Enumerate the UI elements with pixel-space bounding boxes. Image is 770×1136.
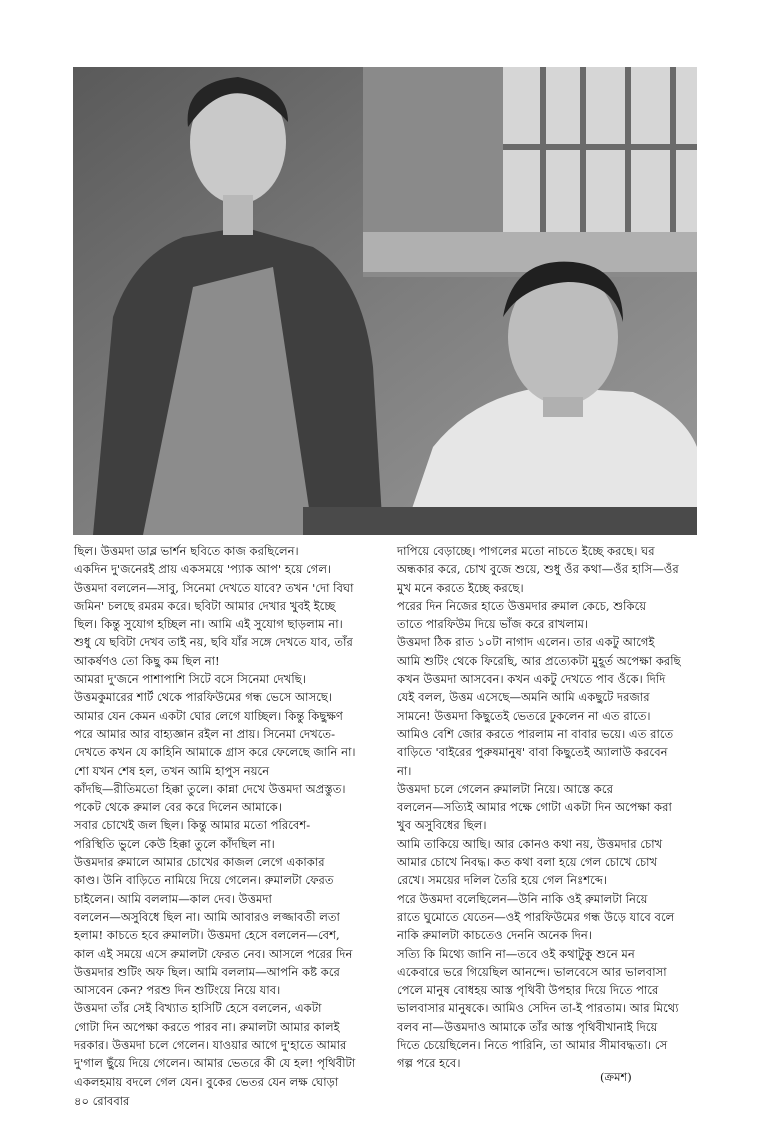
article-paragraph: সত্যি কি মিথ্যে জানি না—তবে ওই কথাটুকু শুনে মন একেবারে ভরে গিয়েছিল আনন্দে। ভালবেসে আর ভালবাসা পেলে মানুষ বোধহয় আস্ত পৃথিবী উপহার দিয়ে দিতে পারে ভালবাসার মানুষকে। আমিও সেদিন তা-ই পারতাম। আর মিথ্যে বলব না—উত্তমদাও আমাকে তাঁর আস্ত পৃথিবীখানাই দিয়ে দিতে চেয়েছিলেন। নিতে পারিনি, তা আমার সীমাবদ্ধতা। সে গল্প পরে হবে। xyxy=(397,946,679,1071)
film-still-image xyxy=(73,67,697,535)
article-paragraph: সবার চোখেই জল ছিল। কিন্তু আমার মতো পরিবেশ- পরিস্থিতি ভুলে কেউ হিক্কা তুলে কাঁদছিল না। xyxy=(74,818,311,851)
continued-signoff: (ক্রমশ) xyxy=(600,1070,632,1084)
article-paragraph: পরের দিন নিজের হাতে উত্তমদার রুমাল কেচে, শুকিয়ে তাতে পারফিউম দিয়ে ভাঁজ করে রাখলাম। xyxy=(397,598,647,632)
article-paragraph: উত্তমদা চলে গেলেন রুমালটা নিয়ে। আস্তে করে বললেন—সত্যিই আমার পক্ষে গোটা একটা দিন অপেক্ষা করা খুব অসুবিধের ছিল। xyxy=(397,781,672,833)
article-paragraph: উত্তমদার রুমালে আমার চোখের কাজল লেগে একাকার কাণ্ড। উনি বাড়িতে নামিয়ে দিয়ে গেলেন। রুমালটা ফেরত চাইলেন। আমি বললাম—কাল দেব। উত্তমদা বললেন—অসুবিধে ছিল না। আমি আবারও লজ্জাবতী লতা হলাম! কাচতে হবে রুমালটা। উত্তমদা হেসে বললেন—বেশ, কাল এই সময়ে এসে রুমালটা ফেরত নেব। আসলে পরের দিন উত্তমদার শুটিং অফ ছিল। আমি বললাম—আপনি কষ্ট করে আসবেন কেন? পরশু দিন শুটিংয়ে নিয়ে যাব। xyxy=(74,855,353,998)
film-still-photo xyxy=(73,67,697,535)
article-paragraph: উত্তমদা তাঁর সেই বিখ্যাত হাসিটি হেসে বললেন, একটা গোটা দিন অপেক্ষা করতে পারব না। রুমালটা আমার কালই দরকার। উত্তমদা চলে গেলেন। যাওয়ার আগে দু'হাতে আমার দু'গাল ছুঁয়ে দিয়ে গেলেন। আমার ভেতরে কী যে হল! পৃথিবীটা একলহমায় বদলে গেল যেন। বুকের ভেতর যেন লক্ষ ঘোড়া xyxy=(74,1001,356,1089)
article-paragraph: আমরা দু'জনে পাশাপাশি সিটে বসে সিনেমা দেখছি। উত্তমকুমারের শার্ট থেকে পারফিউমের গন্ধ ভেসে আসছে। আমার যেন কেমন একটা ঘোর লেগে যাচ্ছিল। কিন্তু কিছুক্ষণ পরে আমার আর বাহ্যজ্ঞান রইল না প্রায়। সিনেমা দেখতে- দেখতে কখন যে কাহিনি আমাকে গ্রাস করে ফেলেছে জানি না। শো যখন শেষ হল, তখন আমি হাপুস নয়নে কাঁদছি—রীতিমতো হিক্কা তুলে। কান্না দেখে উত্তমদা অপ্রস্তুত। পকেট থেকে রুমাল বের করে দিলেন আমাকে। xyxy=(74,672,356,815)
article-paragraph: দাপিয়ে বেড়াচ্ছে। পাগলের মতো নাচতে ইচ্ছে করছে। ঘর অন্ধকার করে, চোখ বুজে শুয়ে, শুধু ওঁর কথা—ওঁর হাসি—ওঁর মুখ মনে করতে ইচ্ছে করছে। xyxy=(397,544,679,595)
article-left-column xyxy=(74,542,374,1091)
article-paragraph: পরে উত্তমদা বলেছিলেন—উনি নাকি ওই রুমালটা নিয়ে রাতে ঘুমোতে যেতেন—ওই পারফিউমের গন্ধ উড়ে যাবে বলে নাকি রুমালটা কাচতেও দেননি অনেক দিন। xyxy=(397,891,675,943)
article-paragraph: উত্তমদা ঠিক রাত ১০টা নাগাদ এলেন। তার একটু আগেই আমি শুটিং থেকে ফিরেছি, আর প্রত্যেকটা মুহূর্ত অপেক্ষা করছি কখন উত্তমদা আসবেন। কখন একটু দেখতে পাব ওঁকে। দিদি যেই বলল, উত্তম এসেছে—অমনি আমি একছুটে দরজার সামনে! উত্তমদা কিছুতেই ভেতরে ঢুকলেন না এত রাতে। আমিও বেশি জোর করতে পারলাম না বাবার ভয়ে। এত রাতে বাড়িতে 'বাইরের পুরুষমানুষ' বাবা কিছুতেই অ্যালাউ করবেন না। xyxy=(397,635,681,778)
article-paragraph: ছিল। উত্তমদা ডাব্ল ভার্শন ছবিতে কাজ করছিলেন। xyxy=(74,544,299,558)
article-paragraph: একদিন দু'জনেরই প্রায় একসময়ে 'প্যাক আপ' হয়ে গেল। উত্তমদা বললেন—সাবু, সিনেমা দেখতে যাবে? তখন 'দো বিঘা জমিন' চলছে রমরম করে। ছবিটা আমার দেখার খুবই ইচ্ছে ছিল। কিন্তু সুযোগ হচ্ছিল না। আমি এই সুযোগ ছাড়লাম না। শুধু যে ছবিটা দেখব তাই নয়, ছবি যাঁর সঙ্গে দেখতে যাব, তাঁর আকর্ষণও তো কিছু কম ছিল না! xyxy=(74,562,354,668)
article-paragraph: আমি তাকিয়ে আছি। আর কোনও কথা নয়, উত্তমদার চোখ আমার চোখে নিবদ্ধ। কত কথা বলা হয়ে গেল চোখে চোখ রেখে। সময়ের দলিল তৈরি হয়ে গেল নিঃশব্দে। xyxy=(397,836,663,888)
article-right-column xyxy=(397,542,697,1073)
page-footer: ৪০ রোববার xyxy=(74,1094,130,1108)
